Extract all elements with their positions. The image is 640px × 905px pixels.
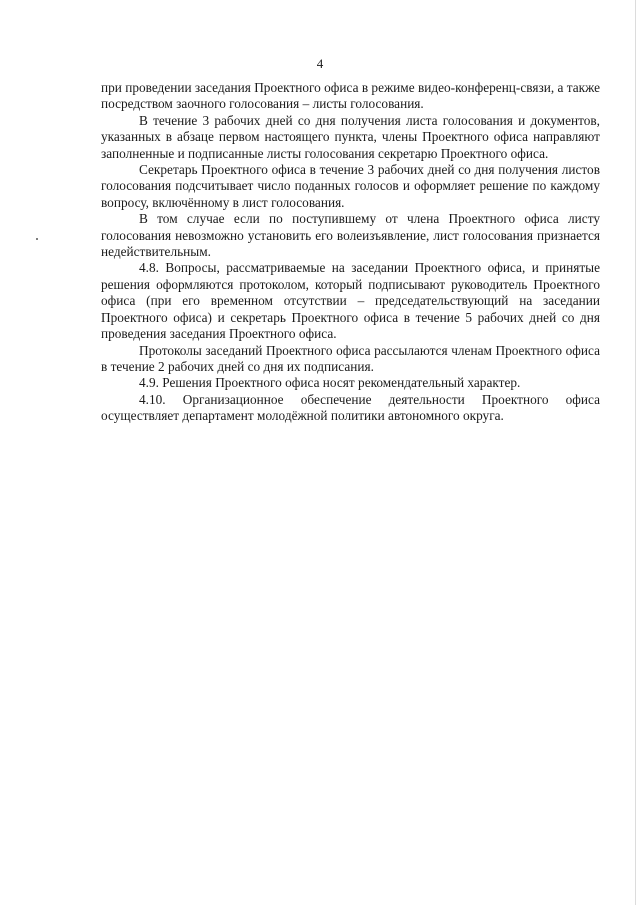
paragraph-voting-modes: при проведении заседания Проектного офиса в режиме видео-конференц-связи, а также посредством заочного голосования – листы голосования.	[101, 80, 600, 112]
paragraph-voting-deadline: В течение 3 рабочих дней со дня получения листа голосования и документов, указанных в абзаце первом настоящего пункта, члены Проектного офиса направляют заполненные и подписанные листы голосования секретарю Проектного офиса.	[101, 112, 600, 161]
paragraph-section-4-8: 4.8. Вопросы, рассматриваемые на заседании Проектного офиса, и принятые решения оформляются протоколом, который подписывают руководитель Проектного офиса (при его временном отсутствии – председательствующий на заседании Проектного офиса) и секретарь Проектного офиса в течение 5 рабочих дней со дня проведения заседания Проектного офиса.	[101, 260, 600, 342]
paragraph-invalid-ballot: В том случае если по поступившему от члена Проектного офиса листу голосования невозможно установить его волеизъявление, лист голосования признается недействительным.	[101, 211, 600, 260]
page-number: 4	[316, 56, 324, 71]
scan-artifact-dot	[36, 238, 38, 240]
paragraph-section-4-9: 4.9. Решения Проектного офиса носят рекомендательный характер.	[139, 375, 521, 391]
paragraph-section-4-10: 4.10. Организационное обеспечение деятельности Проектного офиса осуществляет департамент молодёжной политики автономного округа.	[101, 391, 600, 424]
paragraph-protocol-distribution: Протоколы заседаний Проектного офиса рассылаются членам Проектного офиса в течение 2 рабочих дней со дня их подписания.	[101, 342, 600, 374]
paragraph-vote-counting: Секретарь Проектного офиса в течение 3 рабочих дней со дня получения листов голосования подсчитывает число поданных голосов и оформляет решение по каждому вопросу, включённому в лист голосования.	[101, 162, 600, 210]
document-body	[101, 80, 600, 425]
scan-edge-line	[635, 0, 636, 905]
